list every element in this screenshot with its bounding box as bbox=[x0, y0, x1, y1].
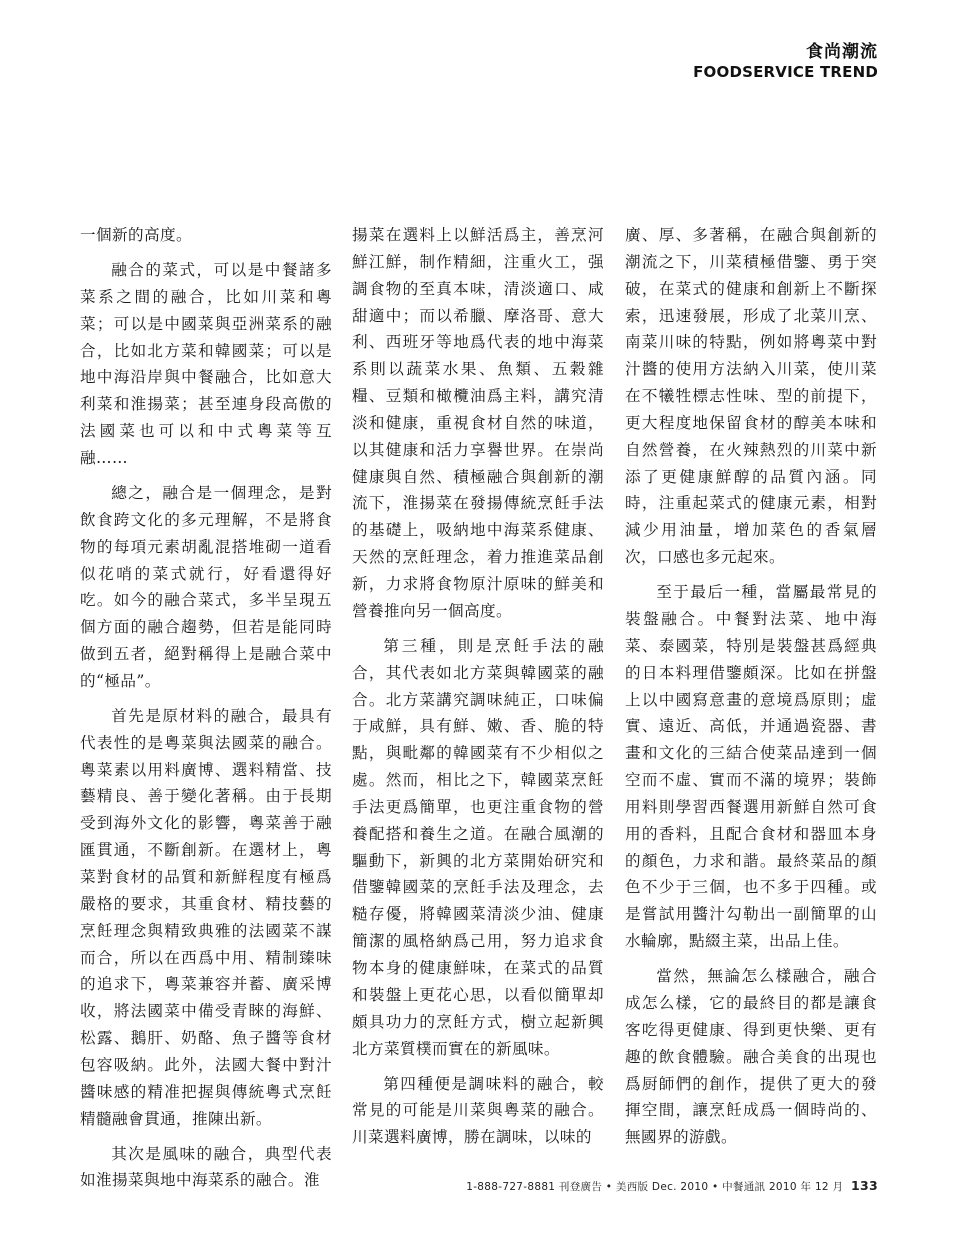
paragraph: 揚菜在選料上以鮮活爲主，善烹河鮮江鮮，制作精細，注重火工，强調食物的至真本味，清淡適口、咸甜適中；而以希臘、摩洛哥、意大利、西班牙等地爲代表的地中海菜系則以蔬菜水果、魚類、五穀雜糧、豆類和橄欖油爲主料，講究清淡和健康，重視食材自然的味道，以其健康和活力享譽世界。在崇尚健康與自然、積極融合與創新的潮流下，淮揚菜在發揚傳統烹飪手法的基礎上，吸納地中海菜系健康、天然的烹飪理念，着力推進菜品創新，力求將食物原汁原味的鮮美和營養推向另一個高度。 bbox=[352, 226, 604, 620]
paragraph: 至于最后一種，當屬最常見的裝盤融合。中餐對法菜、地中海菜、泰國菜，特別是裝盤甚爲經典的日本料理借鑒頗深。比如在拼盤上以中國寫意畫的意境爲原則；虛實、遠近、高低，并通過瓷器、書畫和文化的三結合使菜品達到一個空而不虛、實而不滿的境界；裝飾用料則學習西餐選用新鮮自然可食用的香料，且配合食材和器皿本身的顏色，力求和諧。最終菜品的顏色不少于三個，也不多于四種。或是嘗試用醬汁勾勒出一副簡單的山水輪廓，點綴主菜，出品上佳。 bbox=[625, 583, 877, 951]
page-footer bbox=[466, 1178, 878, 1194]
paragraph: 其次是風味的融合，典型代表如淮揚菜與地中海菜系的融合。淮 bbox=[80, 1144, 332, 1190]
paragraph: 第四種便是調味料的融合，較常見的可能是川菜與粵菜的融合。川菜選料廣博，勝在調味，以味的 bbox=[352, 1074, 604, 1147]
page-number: 133 bbox=[851, 1178, 878, 1193]
footer-publication-info: 1-888-727-8881 刊登廣告 • 美西版 Dec. 2010 • 中餐通訊 2010 年 12 月 bbox=[466, 1181, 844, 1193]
paragraph: 總之，融合是一個理念，是對飲食跨文化的多元理解，不是將食物的每項元素胡亂混搭堆砌一道看似花哨的菜式就行，好看還得好吃。如今的融合菜式，多半呈現五個方面的融合趨勢，但若是能同時做到五者，絕對稱得上是融合菜中的“極品”。 bbox=[80, 483, 332, 690]
paragraph: 首先是原材料的融合，最具有代表性的是粵菜與法國菜的融合。粵菜素以用料廣博、選料精當、技藝精良、善于變化著稱。由于長期受到海外文化的影響，粵菜善于融匯貫通，不斷創新。在選材上，粵菜對食材的品質和新鮮程度有極爲嚴格的要求，其重食材、精技藝的烹飪理念與精致典雅的法國菜不謀而合，所以在西爲中用、精制臻味的追求下，粵菜兼容并蓄、廣采博收，將法國菜中備受青睞的海鮮、松露、鵝肝、奶酪、魚子醬等食材包容吸納。此外，法國大餐中對汁醬味感的精准把握與傳統粵式烹飪精髓融會貫通，推陳出新。 bbox=[80, 706, 332, 1128]
paragraph: 融合的菜式，可以是中餐諸多菜系之間的融合，比如川菜和粵菜；可以是中國菜與亞洲菜系的融合，比如北方菜和韓國菜；可以是地中海沿岸與中餐融合，比如意大利菜和淮揚菜；甚至連身段高傲的法國菜也可以和中式粵菜等互融…… bbox=[80, 261, 332, 467]
section-title-en: FOODSERVICE TREND bbox=[693, 63, 878, 81]
text-column-2 bbox=[352, 222, 604, 1159]
text-column-3 bbox=[625, 222, 877, 1159]
text-column-1 bbox=[80, 222, 332, 1202]
paragraph: 廣、厚、多著稱，在融合與創新的潮流之下，川菜積極借鑒、勇于突破，在菜式的健康和創新上不斷探索，迅速發展，形成了北菜川烹、南菜川味的特點，例如將粵菜中對汁醬的使用方法納入川菜，使川菜在不犧牲標志性味、型的前提下，更大程度地保留食材的醇美本味和自然營養，在火辣熱烈的川菜中新添了更健康鮮醇的品質內涵。同時，注重起菜式的健康元素，相對減少用油量，增加菜色的香氣層次，口感也多元起來。 bbox=[625, 226, 877, 567]
paragraph: 一個新的高度。 bbox=[80, 226, 192, 244]
section-title-zh: 食尚潮流 bbox=[806, 42, 878, 62]
paragraph: 第三種，則是烹飪手法的融合，其代表如北方菜與韓國菜的融合。北方菜講究調味純正，口味偏于咸鮮，具有鮮、嫩、香、脆的特點，與毗鄰的韓國菜有不少相似之處。然而，相比之下，韓國菜烹飪手法更爲簡單，也更注重食物的營養配搭和養生之道。在融合風潮的驅動下，新興的北方菜開始研究和借鑒韓國菜的烹飪手法及理念，去糙存優，將韓國菜清淡少油、健康簡潔的風格納爲己用，努力追求食物本身的健康鮮味，在菜式的品質和裝盤上更花心思，以看似簡單却頗具功力的烹飪方式，樹立起新興北方菜質樸而實在的新風味。 bbox=[352, 636, 604, 1058]
section-header bbox=[693, 42, 878, 81]
paragraph: 當然，無論怎么樣融合，融合成怎么樣，它的最終目的都是讓食客吃得更健康、得到更快樂、更有趣的飲食體驗。融合美食的出現也爲厨師們的創作，提供了更大的發揮空間，讓烹飪成爲一個時尚的、無國界的游戲。 bbox=[625, 967, 877, 1147]
